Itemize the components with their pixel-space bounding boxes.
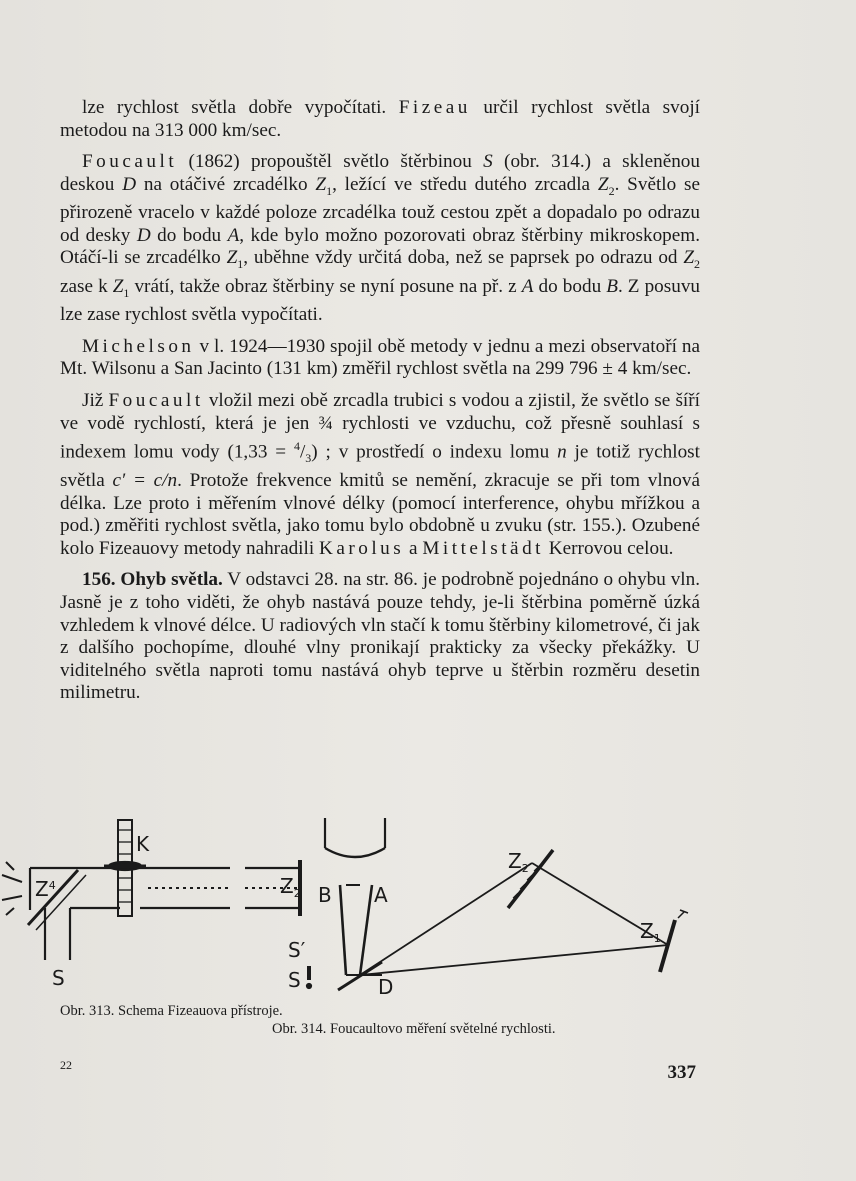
text-segment: . Protože frekvence kmitů se nemění, zkracuje se při tom vlnová délka. Lze proto i měřením vlnové délky (pomocí interference, ohybu mřížkou a pod.) změřiti rychlost světla, jako tomu bylo obdobně u zvuku (str. 155.). Ozubené kolo Fizeauovy metody nahradili bbox=[60, 470, 700, 559]
text-segment: . Světlo se přirozeně vracelo v každé poloze zrcadélka touž cestou zpět a dopadalo po odrazu od desky bbox=[60, 173, 701, 246]
text-segment: , ležící ve středu dutého zrcadla bbox=[332, 173, 598, 195]
fig313-label-k: K bbox=[136, 832, 150, 856]
signature-folio: 22 bbox=[60, 1058, 72, 1072]
figure-314-caption: Obr. 314. Foucaultovo měření světelné rychlosti. bbox=[272, 1021, 556, 1037]
text-segment: , uběhne vždy určitá doba, než se paprsek po odrazu od bbox=[243, 247, 684, 269]
text-segment: , kde bylo možno pozorovati obraz štěrbiny mikroskopem. Otáčí-li se zrcadélko bbox=[60, 224, 700, 269]
text-segment: (obr. 314.) a skleněnou deskou bbox=[60, 151, 700, 195]
fig314-label-z1: $Z_1$ bbox=[640, 919, 661, 945]
text-segment: A bbox=[227, 224, 240, 246]
text-segment: 1 bbox=[237, 257, 244, 272]
text-segment: S bbox=[483, 151, 493, 173]
text-segment: Z bbox=[597, 173, 609, 195]
text-segment: (1862) propouštěl světlo štěrbinou bbox=[177, 151, 484, 173]
text-segment: Z bbox=[226, 247, 238, 269]
text-segment: Již bbox=[82, 390, 109, 412]
text-segment: vrátí, takže obraz štěrbiny se nyní posune na př. z bbox=[129, 275, 522, 297]
fig314-label-s-prime: S′ bbox=[288, 938, 306, 962]
text-segment: Z bbox=[315, 173, 327, 195]
fig313-label-z2: $Z_2$ bbox=[280, 874, 301, 900]
text-segment: Foucault bbox=[108, 390, 204, 412]
page-number: 337 bbox=[667, 1062, 696, 1083]
text-segment: do bodu bbox=[150, 224, 228, 246]
text-segment: a bbox=[404, 537, 423, 559]
text-segment: 1 bbox=[123, 285, 130, 300]
text-segment: do bodu bbox=[533, 275, 607, 297]
text-segment: B bbox=[606, 275, 618, 297]
text-segment: c′ = c/n bbox=[112, 470, 178, 492]
text-segment: A bbox=[521, 275, 534, 297]
text-segment: 2 bbox=[694, 257, 700, 272]
text-segment: Z bbox=[112, 275, 124, 297]
fig314-label-b: B bbox=[318, 883, 332, 907]
text-segment: Foucault bbox=[82, 151, 178, 173]
text-segment: n bbox=[557, 441, 567, 463]
text-segment: určil rychlost světla svojí metodou na 313 000 km/sec. bbox=[60, 97, 700, 141]
text-segment: Z bbox=[683, 247, 694, 269]
text-segment: Michelson bbox=[82, 335, 195, 357]
text-segment: 156. bbox=[82, 569, 121, 591]
text-segment: 4 bbox=[293, 439, 300, 454]
text-segment: . Z posuvu lze zase rychlost světla vypočítati. bbox=[60, 275, 701, 326]
text-segment: na otáčivé zrcadélko bbox=[136, 173, 316, 195]
fig314-label-d: D bbox=[378, 975, 394, 999]
fig314-label-a: A bbox=[374, 883, 388, 907]
text-segment: ) ; v prostředí o indexu lomu bbox=[311, 441, 558, 463]
text-segment: 2 bbox=[608, 183, 615, 198]
text-segment: 1 bbox=[326, 183, 333, 198]
fig314-label-z2: $Z_2$ bbox=[508, 849, 529, 875]
text-segment: lze rychlost světla dobře vypočítati. bbox=[82, 97, 399, 118]
text-segment: vložil mezi obě zrcadla trubici s vodou a zjistil, že světlo se šíří ve vodě rychlostí, která je jen ¾ rychlosti ve vzduchu, což přesně souhlasí s indexem lomu vody (1,33 = bbox=[60, 390, 700, 463]
text-segment: Fizeau bbox=[398, 97, 471, 118]
figure-313-caption: Obr. 313. Schema Fizeauova přístroje. bbox=[60, 1003, 283, 1019]
text-segment: Mittelstädt bbox=[422, 537, 544, 559]
text-segment: zase k bbox=[60, 275, 113, 297]
text-segment: D bbox=[136, 224, 151, 246]
text-segment: Kerrovou celou. bbox=[544, 537, 674, 559]
text-segment: v l. 1924—1930 spojil obě metody v jednu a mezi observatoří na Mt. Wilsonu a San Jacinto (131 km) změřil rychlost světla na 299 796 ± 4 km/sec. bbox=[60, 335, 700, 380]
fig313-label-s: S bbox=[52, 966, 65, 990]
figure-314-foucault-apparatus bbox=[307, 818, 688, 990]
text-segment: je totiž rychlost světla bbox=[60, 441, 700, 492]
fig313-label-z4: $Z^4$ bbox=[35, 877, 56, 901]
text-segment: Ohyb světla. bbox=[120, 569, 223, 591]
fig314-label-s: S bbox=[288, 968, 301, 992]
text-segment: / bbox=[299, 441, 306, 463]
text-segment: D bbox=[122, 173, 137, 195]
text-segment: Karolus bbox=[318, 537, 405, 559]
text-segment: V odstavci 28. na str. 86. je podrobně pojednáno o ohybu vln. Jasně je z toho viděti, že ohyb nastává pouze tehdy, je-li štěrbina poměrně úzká vzhledem k vlnové délce. U radiových vln stačí k tomu štěrbiny kilometrové, či jak z dalšího pochopíme, dlouhé vlny pronikají prakticky za všecky překážky. U viditelného světla naproti tomu nastává ohyb teprve u štěrbin rozměru desetin milimetru. bbox=[60, 569, 701, 704]
text-segment: 3 bbox=[305, 451, 312, 466]
